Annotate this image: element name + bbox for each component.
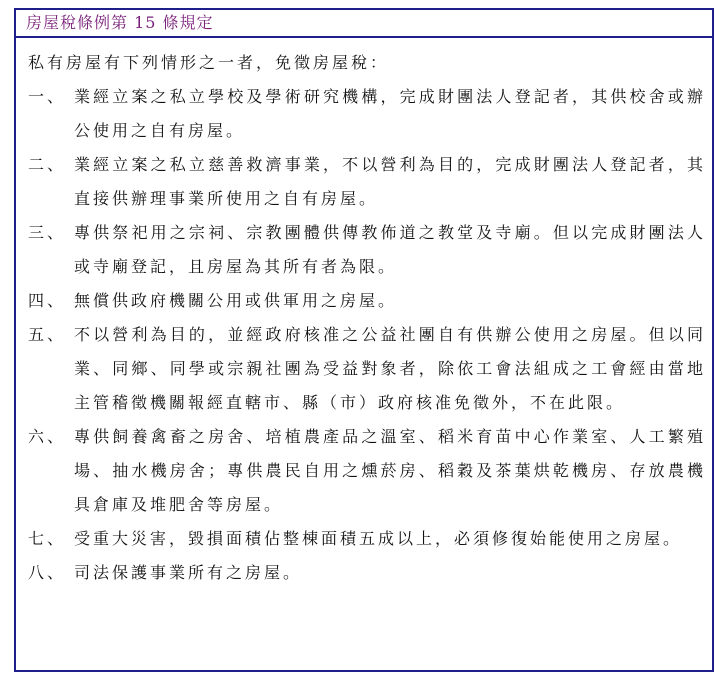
clause-6 [28,420,706,522]
clause-text: 業經立案之私立慈善救濟事業，不以營利為目的，完成財團法人登記者，其直接供辦理事業所使用之自有房屋。 [74,155,706,208]
clause-number: 三、 [28,223,67,242]
clause-number: 七、 [28,529,67,548]
clause-text: 無償供政府機關公用或供軍用之房屋。 [74,291,398,310]
clause-text: 不以營利為目的，並經政府核准之公益社團自有供辦公使用之房屋。但以同業、同鄉、同學或宗親社團為受益對象者，除依工會法組成之工會經由當地主管稽徵機關報經直轄市、縣（市）政府核准免徵外，不在此限。 [74,325,706,412]
clause-2 [28,148,706,216]
clause-number: 一、 [28,87,67,106]
clause-number: 五、 [28,325,67,344]
clause-number: 六、 [28,427,67,446]
clause-text: 司法保護事業所有之房屋。 [74,563,303,582]
clause-text: 業經立案之私立學校及學術研究機構，完成財團法人登記者，其供校舍或辦公使用之自有房屋。 [74,87,706,140]
intro-text: 私有房屋有下列情形之一者，免徵房屋稅： [28,53,390,72]
clause-8 [28,556,706,590]
clause-text: 專供飼養禽畜之房舍、培植農產品之溫室、稻米育苗中心作業室、人工繁殖場、抽水機房舍；專供農民自用之燻菸房、稻穀及茶葉烘乾機房、存放農機具倉庫及堆肥舍等房屋。 [74,427,706,514]
clause-1 [28,80,706,148]
title-bar [16,10,712,38]
clause-text: 專供祭祀用之宗祠、宗教團體供傳教佈道之教堂及寺廟。但以完成財團法人或寺廟登記，且房屋為其所有者為限。 [74,223,706,276]
clause-number: 四、 [28,291,67,310]
clause-text: 受重大災害，毀損面積佔整棟面積五成以上，必須修復始能使用之房屋。 [74,529,683,548]
regulation-title: 房屋稅條例第 15 條規定 [26,13,214,32]
clause-number: 八、 [28,563,67,582]
clause-5 [28,318,706,420]
clause-number: 二、 [28,155,67,174]
regulation-content [16,38,712,590]
clause-4 [28,284,706,318]
regulation-box [14,8,714,672]
clause-7 [28,522,706,556]
clause-3 [28,216,706,284]
